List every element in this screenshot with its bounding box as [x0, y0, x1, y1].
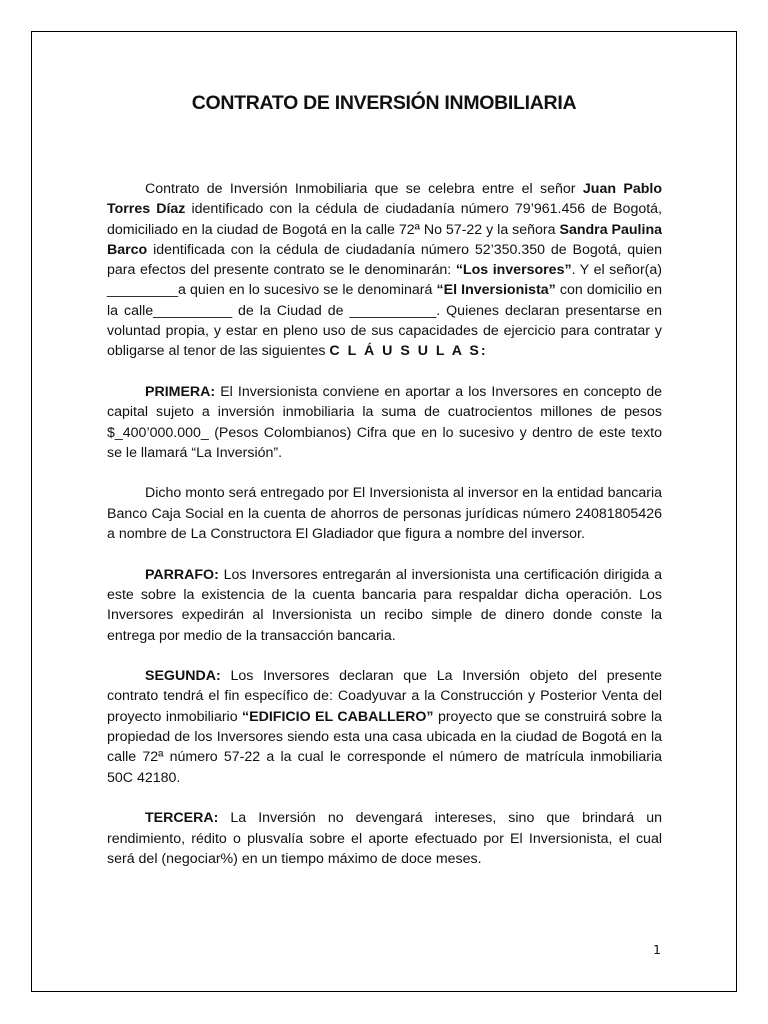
- clausulas-heading: C L Á U S U L A S:: [329, 343, 488, 360]
- document-body: [107, 179, 662, 869]
- party-2-name: Sandra Paulina Barco: [107, 221, 663, 258]
- clause-tercera-label: TERCERA:: [145, 810, 219, 827]
- page-number: 1: [653, 942, 661, 957]
- intro-text-5: con domicilio en la calle__________ de la Ciudad de ___________. Quienes declaran presentarse en voluntad propia, y estar en pleno uso de sus capacidades de ejercicio para contratar y obligarse al tenor de las siguientes: [107, 282, 662, 360]
- clause-primera-label: PRIMERA:: [145, 383, 216, 400]
- term-inversionista: “El Inversionista”: [436, 282, 556, 299]
- clause-segunda-text-1: Los Inversores declaran que La Inversión objeto del presente contrato tendrá el fin específico de: Coadyuvar a la Construcción y Posterior Venta del proyecto inmobiliario: [107, 668, 662, 725]
- intro-text-3: identificada con la cédula de ciudadanía número 52’350.350 de Bogotá, quien para efectos del presente contrato se le denominarán:: [107, 241, 662, 279]
- clause-segunda-label: SEGUNDA:: [145, 668, 221, 685]
- intro-text-2: identificado con la cédula de ciudadanía número 79’961.456 de Bogotá, domiciliado en la ciudad de Bogotá en la calle 72ª No 57-22 y la señora: [107, 201, 662, 238]
- clause-segunda: [107, 666, 662, 788]
- intro-paragraph: [107, 179, 662, 362]
- document-page: [31, 31, 737, 992]
- paragraph-monto-text: Dicho monto será entregado por El Inversionista al inversor en la entidad bancaria Banco Caja Social en la cuenta de ahorros de personas jurídicas número 24081805426 a nombre de La Constructora El Gladiador que figura a nombre del inversor.: [107, 485, 662, 543]
- clause-parrafo: [107, 565, 662, 646]
- clause-tercera: [107, 808, 662, 869]
- project-name: “EDIFICIO EL CABALLERO”: [242, 708, 434, 725]
- term-inversores: “Los inversores”: [455, 262, 572, 279]
- clause-primera: [107, 382, 662, 463]
- clause-parrafo-text: Los Inversores entregarán al inversionista una certificación dirigida a este sobre la existencia de la cuenta bancaria para respaldar dicha operación. Los Inversores expedirán al Inversionista un recibo simple de dinero donde conste la entrega por medio de la transacción bancaria.: [107, 566, 662, 644]
- clause-segunda-text-2: proyecto que se construirá sobre la propiedad de los Inversores siendo esta una casa ubicada en la ciudad de Bogotá en la calle 72ª número 57-22 a la cual le corresponde el número de matrícula inmobiliaria 50C 42180.: [107, 708, 662, 786]
- intro-text-4: . Y el señor(a) _________a quien en lo sucesivo se le denominará: [107, 262, 663, 299]
- party-1-name: Juan Pablo Torres Díaz: [107, 181, 662, 218]
- clause-primera-text: El Inversionista conviene en aportar a los Inversores en concepto de capital sujeto a inversión inmobiliaria la suma de cuatrocientos millones de pesos $_400’000.000_ (Pesos Colombianos) Cifra que en lo sucesivo y dentro de este texto se le llamará “La Inversión”.: [107, 383, 662, 461]
- paragraph-monto: [107, 483, 662, 544]
- clause-parrafo-label: PARRAFO:: [145, 566, 219, 583]
- clause-tercera-text: La Inversión no devengará intereses, sino que brindará un rendimiento, rédito o plusvalía sobre el aporte efectuado por El Inversionista, el cual será del (negociar%) en un tiempo máximo de doce meses.: [107, 810, 662, 867]
- document-title: CONTRATO DE INVERSIÓN INMOBILIARIA: [191, 92, 577, 114]
- intro-text-1: Contrato de Inversión Inmobiliaria que se celebra entre el señor: [145, 181, 583, 197]
